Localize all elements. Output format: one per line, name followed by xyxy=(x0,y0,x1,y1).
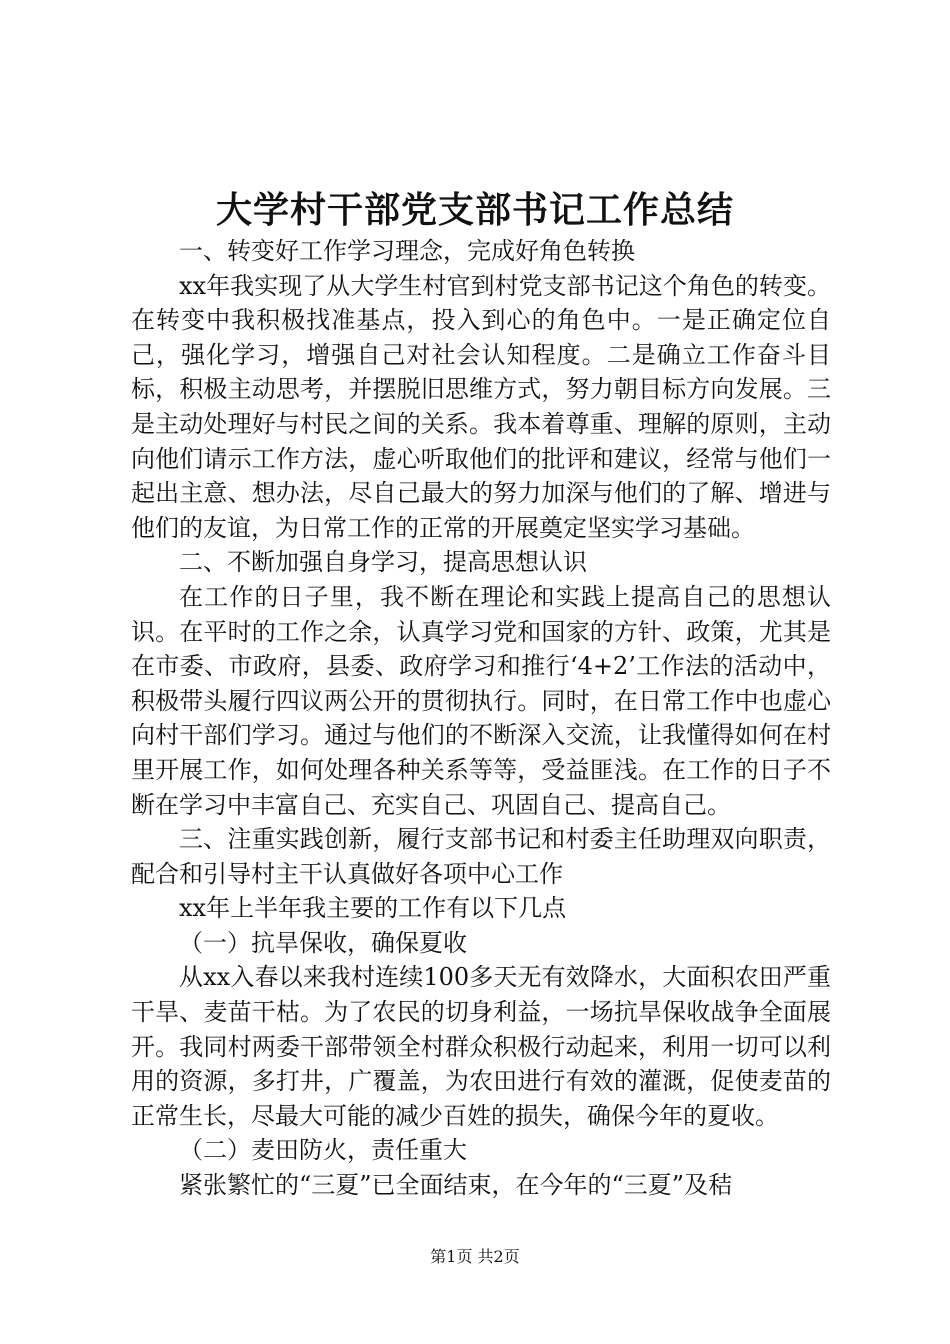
body-paragraph: 紧张繁忙的“三夏”已全面结束，在今年的“三夏”及秸 xyxy=(179,1171,733,1200)
document-title: 大学村干部党支部书记工作总结 xyxy=(215,189,734,231)
document-body xyxy=(131,234,831,1203)
section-heading-3: 三、注重实践创新，履行支部书记和村委主任助理双向职责，配合和引导村主干认真做好各项中心工作 xyxy=(131,825,831,888)
page-number-footer: 第1页 共2页 xyxy=(430,1247,520,1266)
subsection-heading-1: （一）抗旱保收，确保夏收 xyxy=(179,928,467,957)
subsection-heading-2: （二）麦田防火，责任重大 xyxy=(179,1136,467,1165)
section-heading-1: 一、转变好工作学习理念，完成好角色转换 xyxy=(179,237,635,265)
body-paragraph: 从xx入春以来我村连续100多天无有效降水，大面积农田严重干旱、麦苗干枯。为了农民的切身利益，一场抗旱保收战争全面展开。我同村两委干部带领全村群众积极行动起来，利用一切可以利用的资源，多打井，广覆盖，为农田进行有效的灌溉，促使麦苗的正常生长，尽最大可能的减少百姓的损失，确保今年的夏收。 xyxy=(131,963,831,1130)
body-paragraph: 在工作的日子里，我不断在理论和实践上提高自己的思想认识。在平时的工作之余，认真学习党和国家的方针、政策，尤其是在市委、市政府，县委、政府学习和推行‘4+2’工作法的活动中，积极带头履行四议两公开的贯彻执行。同时，在日常工作中也虚心向村干部们学习。通过与他们的不断深入交流，让我懂得如何在村里开展工作，如何处理各种关系等等，受益匪浅。在工作的日子不断在学习中丰富自己、充实自己、巩固自己、提高自己。 xyxy=(131,582,831,819)
body-paragraph: xx年上半年我主要的工作有以下几点 xyxy=(179,894,567,923)
body-paragraph: xx年我实现了从大学生村官到村党支部书记这个角色的转变。在转变中我积极找准基点，投入到心的角色中。一是正确定位自己，强化学习，增强自己对社会认知程度。二是确立工作奋斗目标，积极主动思考，并摆脱旧思维方式，努力朝目标方向发展。三是主动处理好与村民之间的关系。我本着尊重、理解的原则，主动向他们请示工作方法，虚心听取他们的批评和建议，经常与他们一起出主意、想办法，尽自己最大的努力加深与他们的了解、增进与他们的友谊，为日常工作的正常的开展奠定坚实学习基础。 xyxy=(131,271,831,542)
section-heading-2: 二、不断加强自身学习，提高思想认识 xyxy=(179,548,587,577)
